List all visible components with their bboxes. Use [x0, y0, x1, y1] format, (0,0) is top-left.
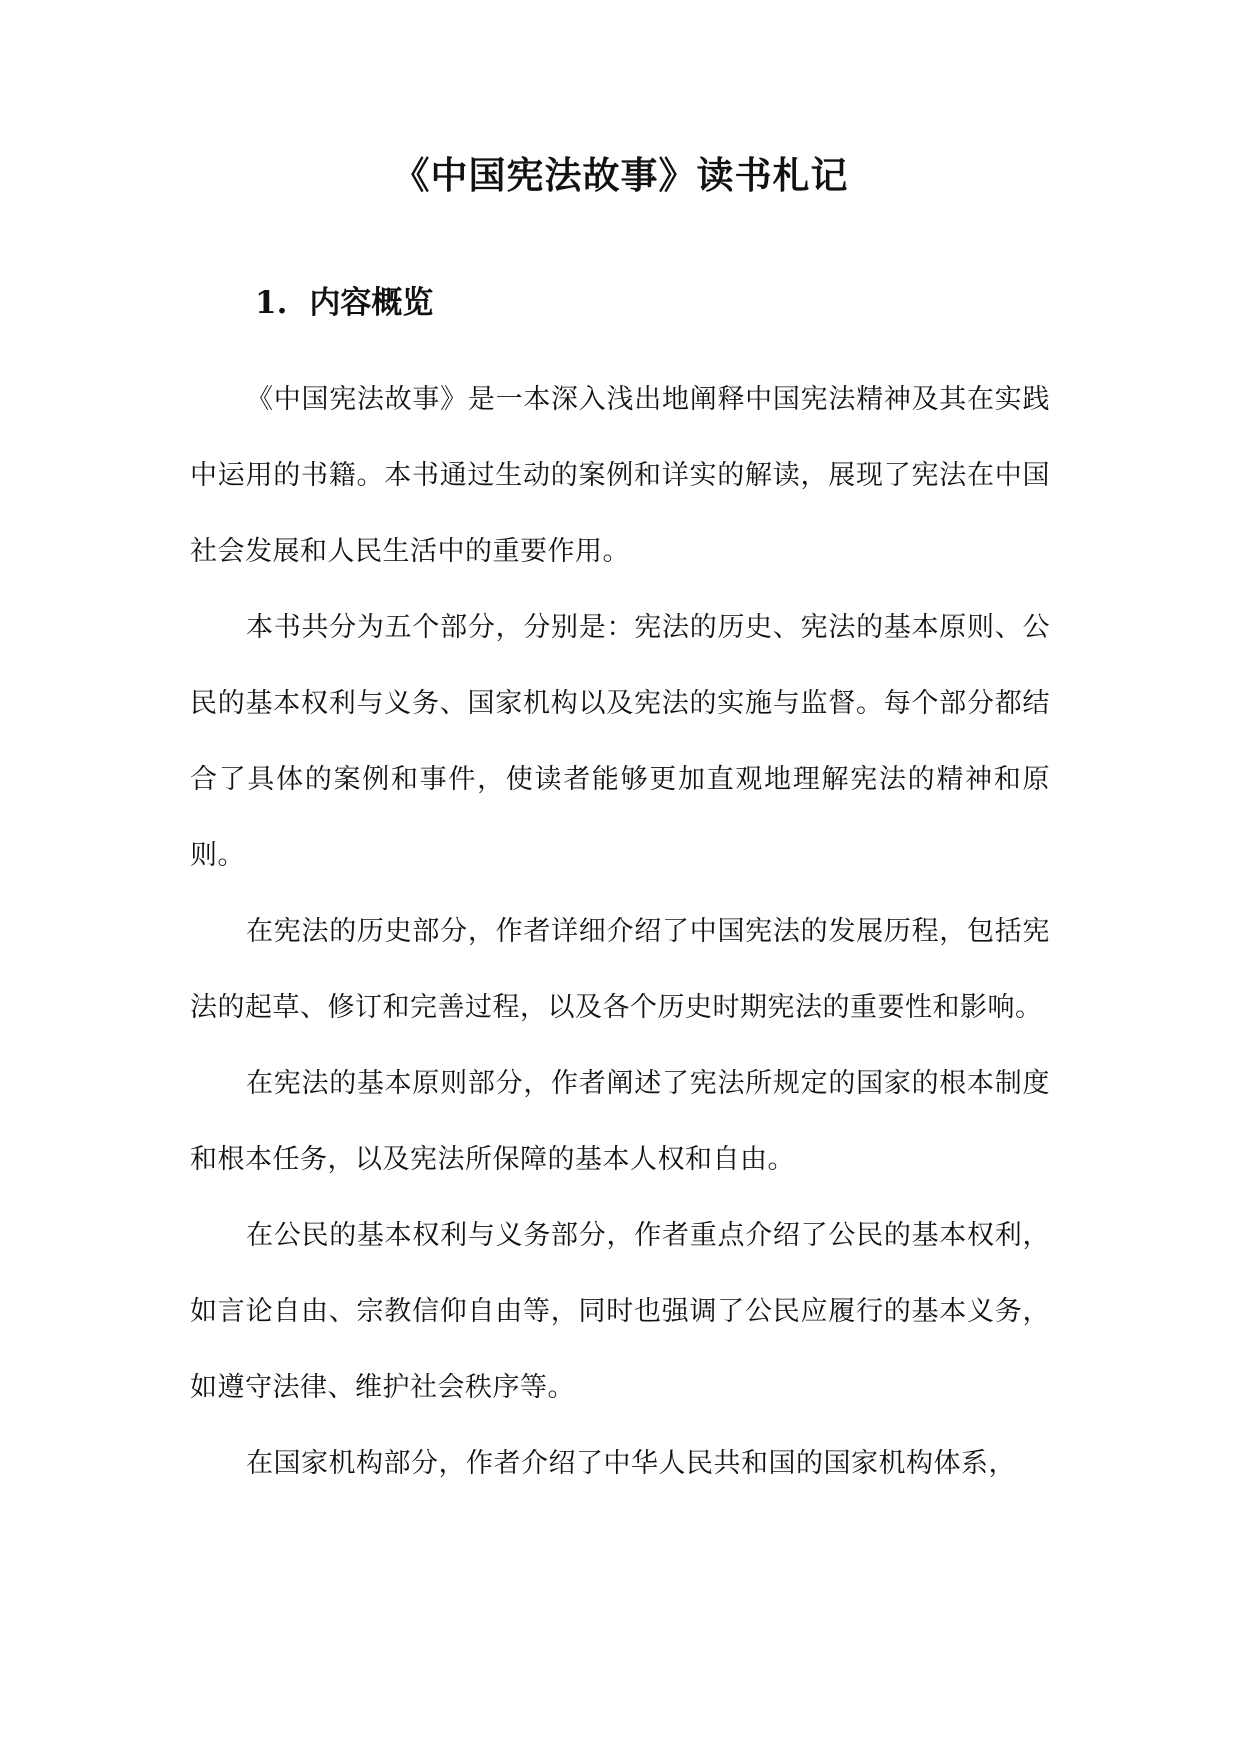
paragraph: 在国家机构部分，作者介绍了中华人民共和国的国家机构体系，	[246, 1448, 1016, 1479]
document-body	[190, 362, 1050, 1502]
paragraph: 《中国宪法故事》是一本深入浅出地阐释中国宪法精神及其在实践中运用的书籍。本书通过生动的案例和详实的解读，展现了宪法在中国社会发展和人民生活中的重要作用。	[190, 384, 1050, 567]
paragraph: 在宪法的历史部分，作者详细介绍了中国宪法的发展历程，包括宪法的起草、修订和完善过程，以及各个历史时期宪法的重要性和影响。	[190, 916, 1050, 1023]
paragraph: 本书共分为五个部分，分别是：宪法的历史、宪法的基本原则、公民的基本权利与义务、国家机构以及宪法的实施与监督。每个部分都结合了具体的案例和事件，使读者能够更加直观地理解宪法的精神和原则。	[190, 612, 1050, 871]
document-title: 《中国宪法故事》读书札记	[392, 153, 849, 197]
paragraph: 在公民的基本权利与义务部分，作者重点介绍了公民的基本权利，如言论自由、宗教信仰自由等，同时也强调了公民应履行的基本义务，如遵守法律、维护社会秩序等。	[190, 1220, 1050, 1403]
section-heading	[255, 282, 433, 324]
paragraph: 在宪法的基本原则部分，作者阐述了宪法所规定的国家的根本制度和根本任务，以及宪法所保障的基本人权和自由。	[190, 1068, 1050, 1175]
section-number: 1.	[255, 285, 288, 321]
section-title: 内容概览	[309, 285, 434, 321]
